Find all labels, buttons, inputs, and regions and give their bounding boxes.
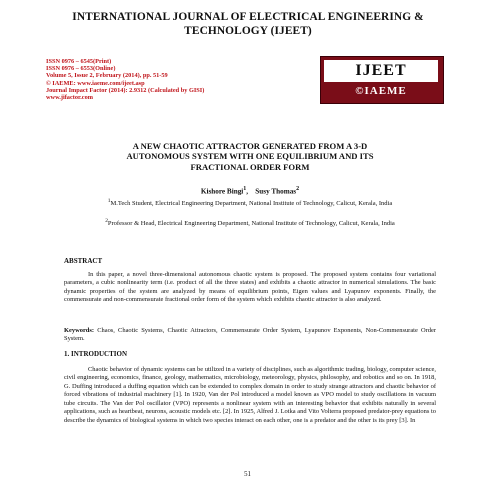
issn-online: ISSN 0976 – 6553(Online) (46, 65, 116, 73)
author-separator: , (246, 187, 249, 196)
keywords-label: Keywords: (64, 327, 95, 334)
author-1: Kishore Bingi (200, 187, 244, 196)
affiliation-1 (58, 197, 442, 208)
author-line (60, 185, 440, 196)
paper-title-line-3: FRACTIONAL ORDER FORM (190, 161, 310, 172)
volume-info: Volume 5, Issue 2, February (2014), pp. 51-59 (46, 72, 168, 80)
paper-title-line-2: AUTONOMOUS SYSTEM WITH ONE EQUILIBRIUM AND ITS (126, 151, 374, 162)
logo-bottom-text: ©IAEME (355, 85, 407, 97)
ijeet-logo (320, 56, 444, 104)
journal-title-line-2: TECHNOLOGY (IJEET) (184, 25, 312, 37)
affiliation-1-sup: 1 (107, 198, 111, 204)
abstract-heading: ABSTRACT (64, 257, 103, 265)
introduction-text: Chaotic behavior of dynamic systems can be utilized in a variety of disciplines, such as algorithmic trading, biology, computer science, civil engineering, economics, finance, geology, mathematics, microbiology, meteorology, physics, philosophy, and robotics and so on. In 1918, G. Duffing introduced a duffing equation which can be extended to complex domain in order to study strange attractors and chaotic behavior of forced vibrations of industrial machinery [1]. In 1920, Van der Pol introduced a model known as VPO model to study oscillations in vacuum tube circuits. The Van der Pol oscillator (VPO) represents a nonlinear system with an interesting behavior that exhibits naturally in several applications, such as heartbeat, neurons, acoustic models etc. [2]. In 1925, Alfred J. Lotka and Vito Volterra proposed predator-prey equations to describe the dynamics of biological systems in which two species interact on each other, one is a predator and the other is its prey [3]. In (64, 366, 436, 424)
affiliation-2-sup: 2 (105, 218, 108, 224)
affiliation-1-text: M.Tech Student, Electrical Engineering Department, National Institute of Technology, Calicut, Kerala, India (110, 200, 393, 208)
author-1-sup: 1 (243, 186, 247, 192)
journal-meta (46, 58, 286, 101)
page-number: 51 (244, 471, 251, 478)
affiliation-2 (58, 217, 442, 228)
keywords (64, 327, 436, 344)
journal-title-line-1: INTERNATIONAL JOURNAL OF ELECTRICAL ENGINEERING & (72, 11, 424, 23)
affiliation-2-text: Professor & Head, Electrical Engineering Department, National Institute of Technology, Calicut, Kerala, India (107, 220, 395, 228)
impact-factor: Journal Impact Factor (2014): 2.9312 (Calculated by GISI) (46, 86, 205, 94)
author-2-sup: 2 (296, 186, 300, 192)
logo-top-text: IJEET (324, 60, 438, 82)
jifactor-link[interactable]: www.jifactor.com (46, 94, 93, 102)
author-2: Susy Thomas (255, 187, 297, 196)
paper-title-line-1: A NEW CHAOTIC ATTRACTOR GENERATED FROM A 3-D (132, 141, 368, 151)
keywords-text: Chaos, Chaotic Systems, Chaotic Attractors, Commensurate Order System, Lyapunov Exponents, Non-Commensurate Order System. (64, 327, 436, 343)
paper-title (60, 141, 440, 172)
introduction-heading: 1. INTRODUCTION (64, 350, 128, 358)
copyright-line[interactable]: © IAEME: www.iaeme.com/ijeet.asp (46, 79, 145, 87)
issn-print: ISSN 0976 – 6545(Print) (46, 58, 112, 65)
abstract-text: In this paper, a novel three-dimensional autonomous chaotic system is proposed. The proposed system contains four variational parameters, a cubic nonlinearity term (i.e. product of all the three states) and exhibits a chaotic attractor in numerical simulations. The basic dynamic properties of the system are analyzed by means of equilibrium points, Eigen values and Lyapunov exponents. Finally, the commensurate and non-commensurate fractional order form of the system which exhibits chaotic attractor is also analyzed. (64, 271, 436, 304)
journal-title (28, 10, 468, 38)
